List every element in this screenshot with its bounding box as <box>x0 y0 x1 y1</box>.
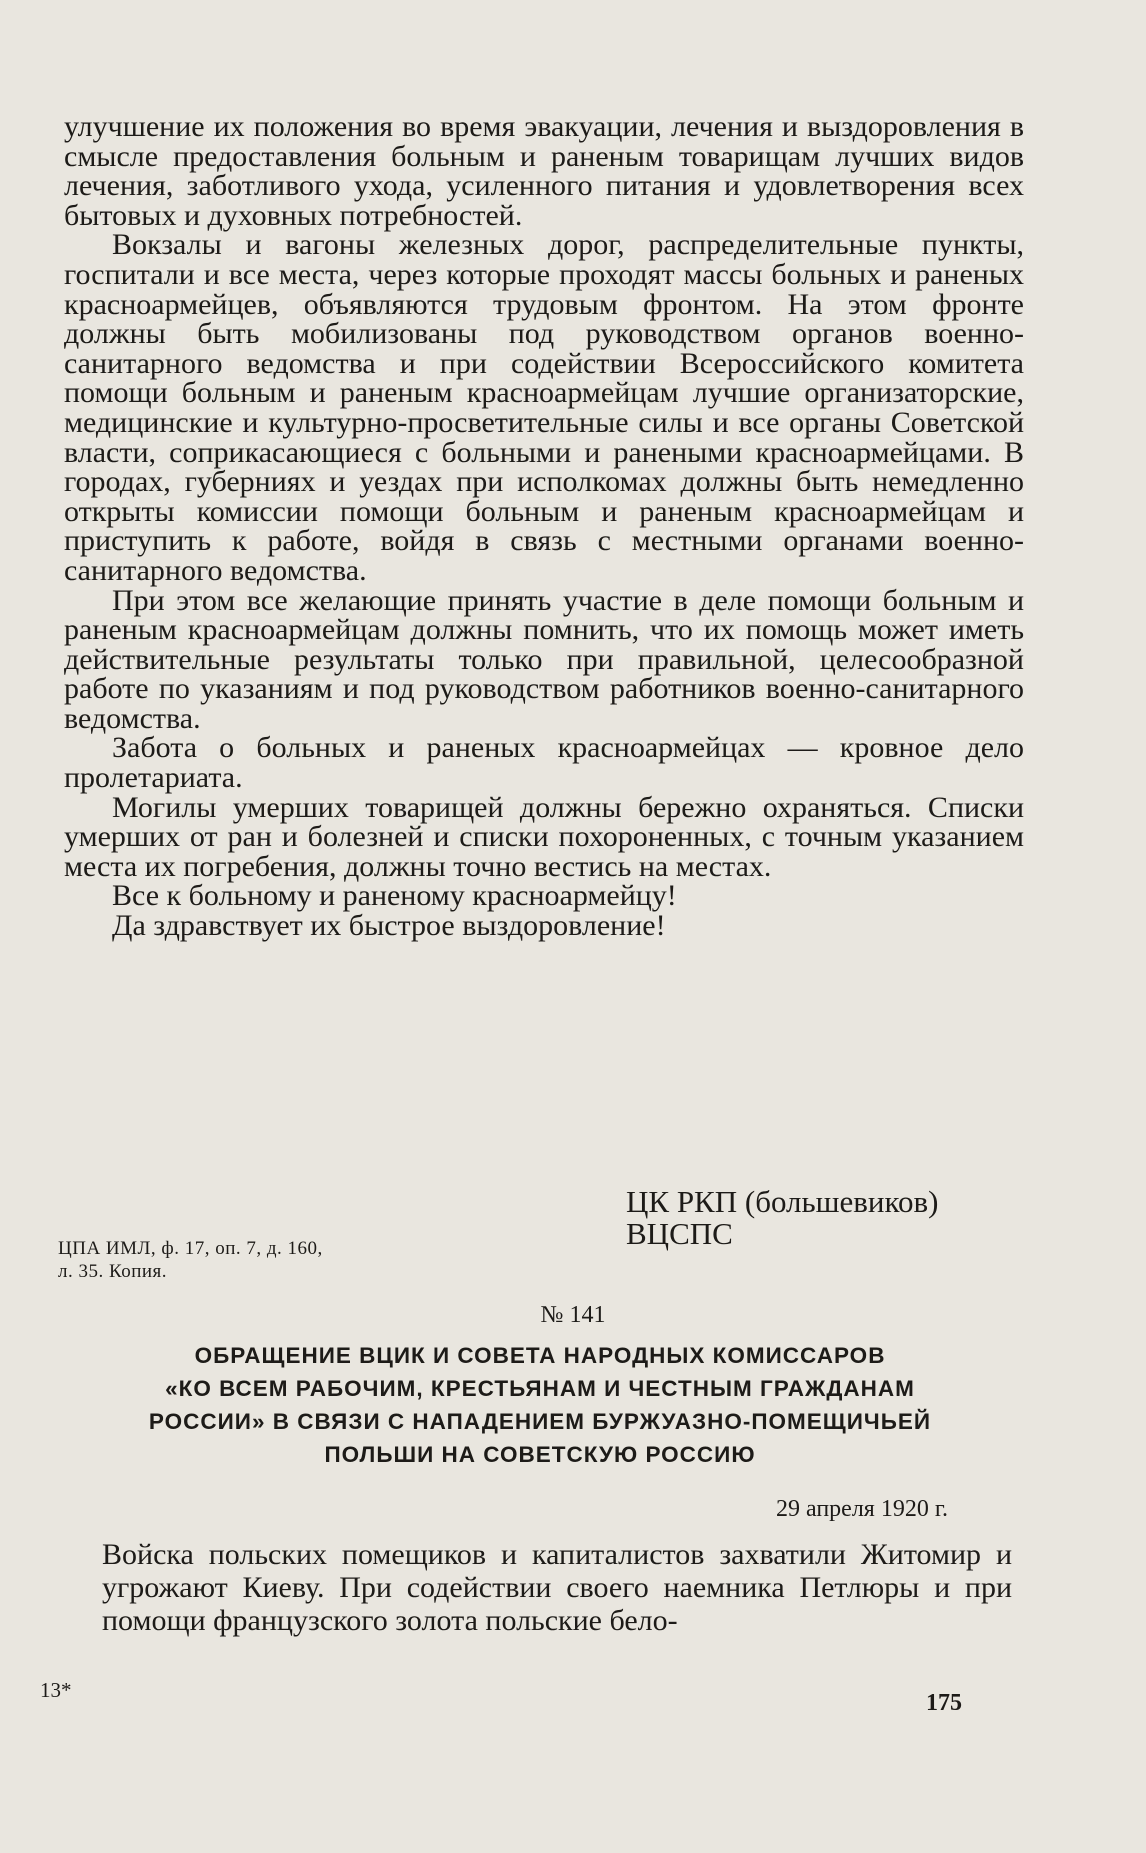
signature-line: ЦК РКП (большевиков) <box>626 1184 939 1219</box>
paragraph: улучшение их положения во время эвакуации, лечения и выздоровления в смысле предоставления больным и раненым товарищам лучших видов лечения, заботливого ухода, усиленного питания и удовлетворения всех бытовых и духовных потребностей. <box>64 110 1024 232</box>
paragraph: Забота о больных и раненых красноармейцах — кровное дело пролетариата. <box>64 731 1024 795</box>
appeal-body <box>64 112 1024 941</box>
sheet-signature-mark: 13* <box>40 1678 72 1702</box>
signature-line: ВЦСПС <box>626 1216 733 1251</box>
paragraph: Могилы умерших товарищей должны бережно охраняться. Списки умерших от ран и болезней и списки похороненных, с точным указанием места их погребения, должны точно вестись на местах. <box>64 790 1024 883</box>
opening-paragraph: Войска польских помещиков и капиталистов захватили Житомир и угрожают Киеву. При содействии своего наемника Петлюры и при помощи французского золота польские бело- <box>102 1538 1012 1637</box>
document-title <box>40 1339 1040 1471</box>
title-line: РОССИИ» В СВЯЗИ С НАПАДЕНИЕМ БУРЖУАЗНО-ПОМЕЩИЧЬЕЙ <box>148 1409 932 1434</box>
paragraph: Да здравствует их быстрое выздоровление! <box>112 909 666 943</box>
archive-line: л. 35. Копия. <box>58 1261 168 1282</box>
document-date: 29 апреля 1920 г. <box>776 1496 948 1522</box>
paragraph: Вокзалы и вагоны железных дорог, распределительные пункты, госпитали и все места, через которые проходят массы больных и раненых красноармейцев, объявляются трудовым фронтом. На этом фронте должны быть мобилизованы под руководством органов военно-санитарного ведомства и при содействии Всероссийского комитета помощи больным и раненым красноармейцам лучшие организаторские, медицинские и культурно-просветительные силы и все органы Советской власти, соприкасающиеся с больными и ранеными красноармейцами. В городах, губерниях и уездах при исполкомах должны быть немедленно открыты комиссии помощи больным и раненым красноармейцам и приступить к работе, войдя в связь с местными органами военно-санитарного ведомства. <box>64 228 1024 587</box>
document-number: № 141 <box>540 1302 606 1328</box>
paragraph: При этом все желающие принять участие в деле помощи больным и раненым красноармейцам должны помнить, что их помощь может иметь действительные результаты только при правильной, целесообразной работе по указаниям и под руководством работников военно-санитарного ведомства. <box>64 583 1024 735</box>
signature <box>626 1186 938 1250</box>
document-opening <box>102 1538 1012 1637</box>
paragraph: Все к больному и раненому красноармейцу! <box>112 879 677 913</box>
title-line: ОБРАЩЕНИЕ ВЦИК И СОВЕТА НАРОДНЫХ КОМИССАРОВ <box>194 1343 886 1368</box>
title-line: ПОЛЬШИ НА СОВЕТСКУЮ РОССИЮ <box>324 1442 756 1467</box>
archive-line: ЦПА ИМЛ, ф. 17, оп. 7, д. 160, <box>58 1238 323 1259</box>
archive-reference <box>58 1237 323 1283</box>
page-number: 175 <box>926 1690 962 1716</box>
title-line: «КО ВСЕМ РАБОЧИМ, КРЕСТЬЯНАМ И ЧЕСТНЫМ ГРАЖДАНАМ <box>165 1376 915 1401</box>
